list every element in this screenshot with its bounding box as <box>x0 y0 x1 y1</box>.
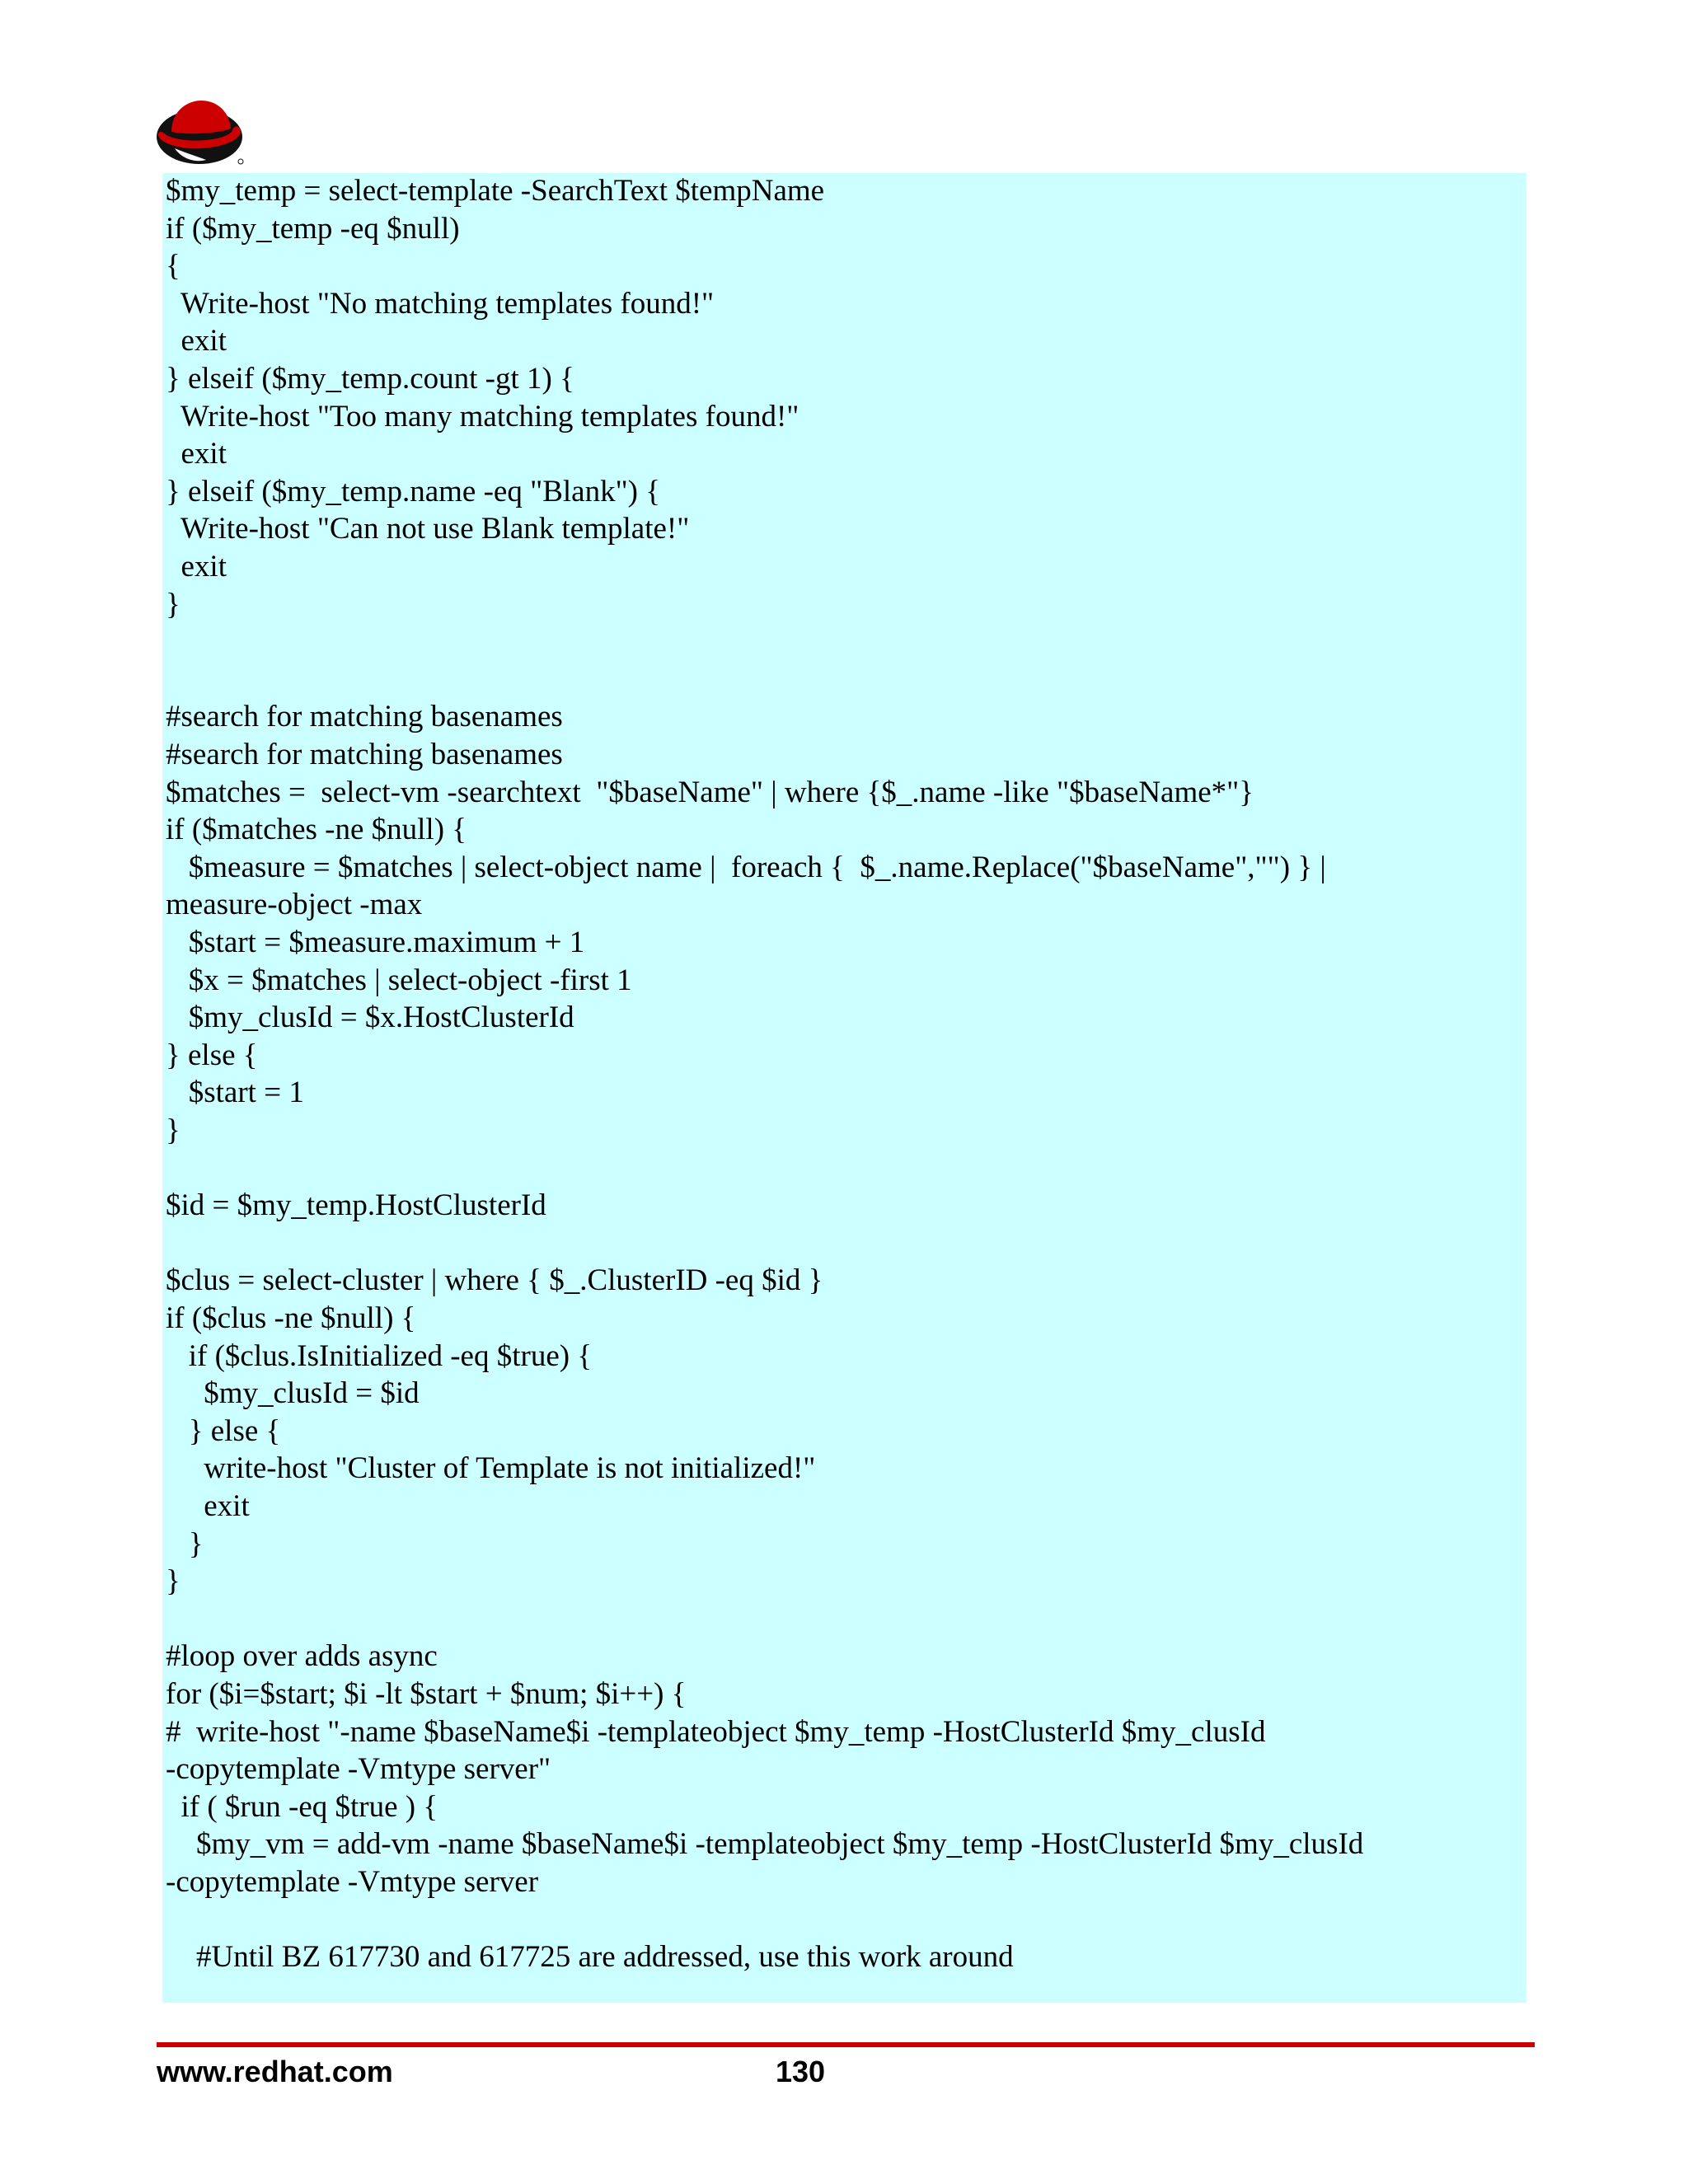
code-line: } <box>166 587 181 621</box>
code-line: exit <box>166 550 227 583</box>
code-line: #search for matching basenames <box>166 738 563 771</box>
code-line: } elseif ($my_temp.count -gt 1) { <box>166 362 574 396</box>
code-line: write-host "Cluster of Template is not initialized!" <box>166 1451 816 1486</box>
red-hat-logo-icon <box>153 96 246 166</box>
code-line: exit <box>166 437 227 471</box>
code-line: $my_vm = add-vm -name $baseName$i -templateobject $my_temp -HostClusterId $my_clusId <box>166 1827 1364 1862</box>
code-line: if ($matches -ne $null) { <box>166 813 467 847</box>
code-line: } else { <box>166 1038 258 1072</box>
code-line: $my_clusId = $id <box>166 1376 420 1411</box>
code-line: exit <box>166 324 227 359</box>
code-line: } <box>166 1113 181 1147</box>
code-line: -copytemplate -Vmtype server" <box>166 1752 551 1787</box>
code-line: $start = 1 <box>166 1076 304 1110</box>
code-line: #loop over adds async <box>166 1639 438 1674</box>
code-line: for ($i=$start; $i -lt $start + $num; $i++) { <box>166 1677 687 1711</box>
footer-divider <box>157 2042 1535 2047</box>
code-line: } elseif ($my_temp.name -eq "Blank") { <box>166 474 661 509</box>
code-line: $measure = $matches | select-object name | foreach { $_.name.Replace("$baseName","") } | <box>166 850 1326 884</box>
code-line: exit <box>166 1489 250 1523</box>
code-line: $my_temp = select-template -SearchText $tempName <box>166 174 825 208</box>
code-line: } <box>166 1526 204 1561</box>
code-line: $my_clusId = $x.HostClusterId <box>166 1001 574 1035</box>
code-line: } else { <box>166 1413 281 1448</box>
code-line: if ( $run -eq $true ) { <box>166 1789 438 1824</box>
code-line: if ($clus -ne $null) { <box>166 1301 416 1335</box>
code-line: if ($clus.IsInitialized -eq $true) { <box>166 1338 593 1373</box>
code-line: $matches = select-vm -searchtext "$baseName" | where {$_.name -like "$baseName*"} <box>166 775 1254 809</box>
code-line: Write-host "No matching templates found!" <box>166 286 715 321</box>
code-line: $clus = select-cluster | where { $_.ClusterID -eq $id } <box>166 1263 823 1298</box>
code-line: #Until BZ 617730 and 617725 are addressed, use this work around <box>166 1940 1014 1975</box>
code-line: #search for matching basenames <box>166 700 563 734</box>
code-line: $x = $matches | select-object -first 1 <box>166 963 632 997</box>
code-line: -copytemplate -Vmtype server <box>166 1865 539 1899</box>
code-line: $id = $my_temp.HostClusterId <box>166 1188 546 1223</box>
code-line: $start = $measure.maximum + 1 <box>166 926 585 959</box>
code-line: Write-host "Can not use Blank template!" <box>166 512 690 546</box>
page-number: 130 <box>776 2055 826 2088</box>
code-line: # write-host "-name $baseName$i -templateobject $my_temp -HostClusterId $my_clusId <box>166 1714 1266 1749</box>
code-line: measure-object -max <box>166 888 423 922</box>
code-line: { <box>166 249 181 284</box>
code-line: if ($my_temp -eq $null) <box>166 211 460 246</box>
footer-url: www.redhat.com <box>157 2055 393 2088</box>
code-line: Write-host "Too many matching templates found!" <box>166 399 799 434</box>
code-line: } <box>166 1564 181 1599</box>
